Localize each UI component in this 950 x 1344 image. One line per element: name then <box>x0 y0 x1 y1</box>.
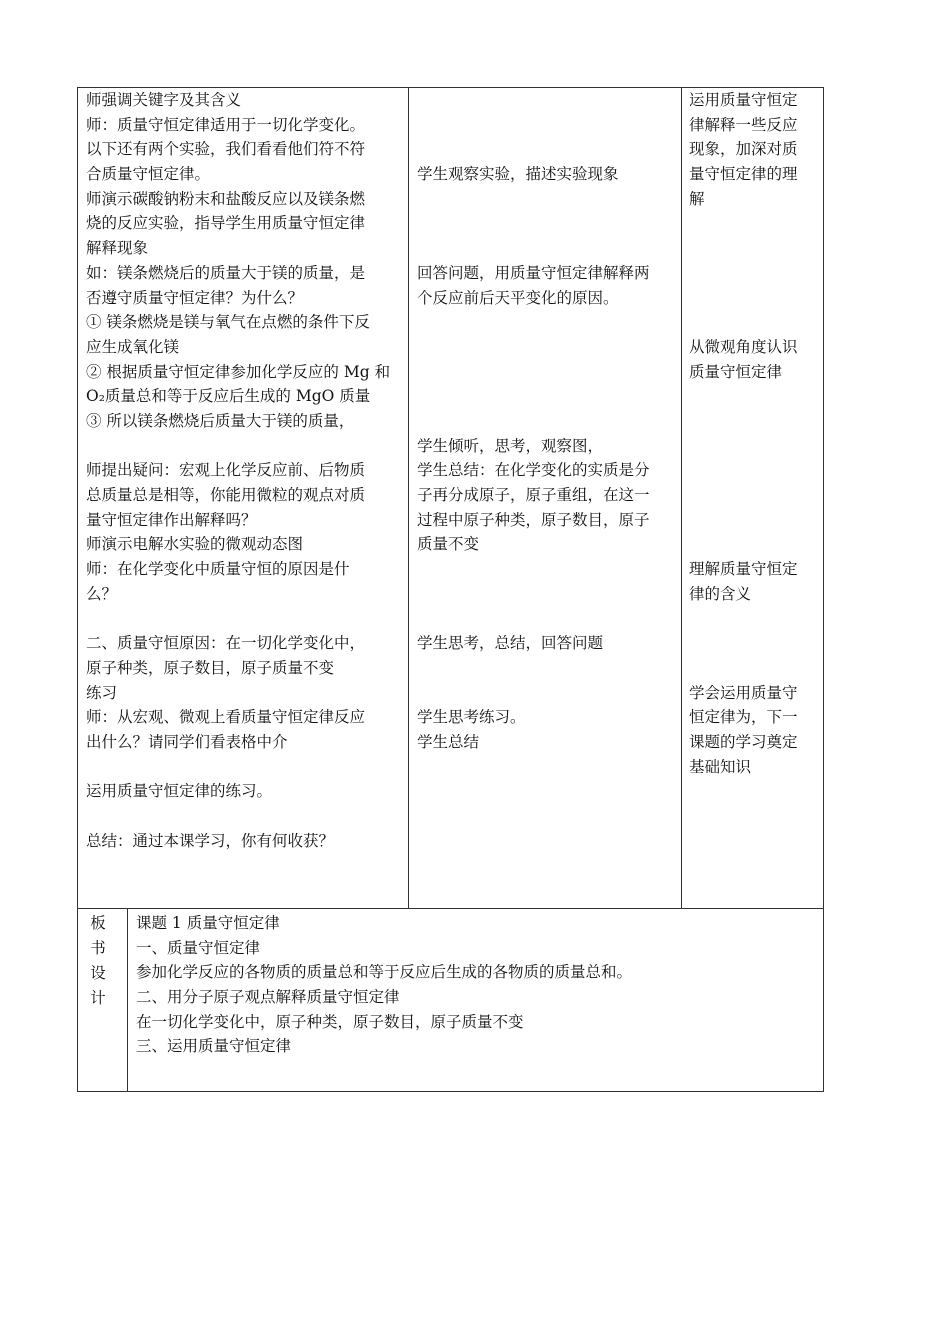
blank-line <box>417 236 675 261</box>
blank-line <box>689 606 819 631</box>
text-line: 么？ <box>86 584 118 603</box>
blank-line <box>417 681 675 706</box>
text-line: ③ 所以镁条燃烧后质量大于镁的质量， <box>86 411 355 430</box>
text-line: 二、质量守恒原因：在一切化学变化中， <box>86 634 366 653</box>
text-line: 量守恒定律的理 <box>689 165 798 184</box>
text-line: 律的含义 <box>689 584 752 603</box>
text-line: 运用质量守恒定 <box>689 91 798 109</box>
blank-line <box>417 582 675 607</box>
text-line: 基础知识 <box>689 757 752 776</box>
blank-line <box>86 606 404 631</box>
text-line: 师演示碳酸钠粉末和盐酸反应以及镁条燃 <box>86 189 366 208</box>
text-line: 运用质量守恒定律的练习。 <box>86 782 273 801</box>
text-line: 应生成氧化镁 <box>86 337 180 356</box>
board-label-char: 计 <box>90 989 106 1007</box>
blank-line <box>417 113 675 138</box>
lesson-table <box>77 87 824 909</box>
blank-line <box>689 409 819 434</box>
text-line: 个反应前后天平变化的原因。 <box>417 288 619 307</box>
text-line: 总质量总是相等，你能用微粒的观点对质 <box>86 486 366 504</box>
text-line: 否遵守质量守恒定律？为什么？ <box>86 288 304 307</box>
text-line: 量守恒定律作出解释吗？ <box>86 510 257 529</box>
text-line: 合质量守恒定律。 <box>86 165 211 184</box>
text-line: 学会运用质量守 <box>689 683 798 702</box>
blank-line <box>417 360 675 385</box>
blank-line <box>417 384 675 409</box>
board-line: 一、质量守恒定律 <box>136 938 261 957</box>
blank-line <box>417 335 675 360</box>
blank-line <box>86 434 404 459</box>
blank-line <box>689 384 819 409</box>
student-activity-column <box>417 88 675 755</box>
column-divider <box>127 909 128 1091</box>
text-line: ① 镁条燃烧是镁与氧气在点燃的条件下反 <box>86 313 370 332</box>
blank-line <box>86 804 404 829</box>
board-line: 参加化学反应的各物质的质量总和等于反应后生成的各物质的质量总和。 <box>136 963 633 982</box>
text-line: 课题的学习奠定 <box>689 732 798 751</box>
text-line: 以下还有两个实验，我们看看他们符不符 <box>86 140 366 159</box>
blank-line <box>689 434 819 459</box>
text-line: 师演示电解水实验的微观动态图 <box>86 535 304 554</box>
text-line: 学生思考，总结，回答问题 <box>417 634 604 653</box>
blank-line <box>417 187 675 212</box>
text-line: 原子种类，原子数目，原子质量不变 <box>86 658 335 677</box>
text-line: 师：从宏观、微观上看质量守恒定律反应 <box>86 708 366 727</box>
text-line: 烧的反应实验，指导学生用质量守恒定律 <box>86 214 366 233</box>
board-design-label <box>88 911 108 1011</box>
text-line: 师提出疑问：宏观上化学反应前、后物质 <box>86 461 366 480</box>
text-line: 学生倾听，思考，观察图， <box>417 436 604 455</box>
board-line: 三、运用质量守恒定律 <box>136 1037 292 1056</box>
blank-line <box>689 286 819 311</box>
text-line: 解 <box>689 189 705 208</box>
board-label-char: 设 <box>90 964 106 982</box>
blank-line <box>417 606 675 631</box>
text-line: 质量守恒定律 <box>689 362 783 381</box>
text-line: ② 根据质量守恒定律参加化学反应的 Mg 和 <box>86 362 391 381</box>
blank-line <box>417 656 675 681</box>
text-line: 学生总结：在化学变化的实质是分 <box>417 461 650 480</box>
board-design-table <box>77 908 824 1092</box>
text-line: 学生观察实验，描述实验现象 <box>417 165 619 184</box>
text-line: 理解质量守恒定 <box>689 560 798 579</box>
text-line: 学生总结 <box>417 732 480 751</box>
board-line: 二、用分子原子观点解释质量守恒定律 <box>136 988 400 1007</box>
text-line: 如：镁条燃烧后的质量大于镁的质量，是 <box>86 263 366 282</box>
blank-line <box>689 236 819 261</box>
text-line: 过程中原子种类，原子数目，原子 <box>417 510 650 529</box>
board-line: 在一切化学变化中，原子种类，原子数目，原子质量不变 <box>136 1012 524 1031</box>
text-line: 学生思考练习。 <box>417 708 526 727</box>
text-line: 师：在化学变化中质量守恒的原因是什 <box>86 560 350 579</box>
blank-line <box>689 631 819 656</box>
blank-line <box>417 88 675 113</box>
blank-line <box>689 483 819 508</box>
column-divider <box>408 88 409 908</box>
blank-line <box>689 261 819 286</box>
blank-line <box>417 557 675 582</box>
text-line: 质量不变 <box>417 535 480 554</box>
blank-line <box>689 458 819 483</box>
blank-line <box>417 211 675 236</box>
board-design-content <box>136 911 632 1059</box>
board-label-char: 书 <box>90 939 106 957</box>
blank-line <box>417 137 675 162</box>
text-line: 从微观角度认识 <box>689 337 798 356</box>
design-intent-column <box>689 88 819 779</box>
board-label-char: 板 <box>90 914 106 932</box>
text-line: 回答问题，用质量守恒定律解释两 <box>417 263 650 282</box>
column-divider <box>681 88 682 908</box>
text-line: 子再分成原子，原子重组，在这一 <box>417 486 650 504</box>
text-line: 律解释一些反应 <box>689 115 798 134</box>
board-line: 课题 1 质量守恒定律 <box>136 914 280 932</box>
blank-line <box>689 532 819 557</box>
blank-line <box>689 656 819 681</box>
blank-line <box>689 211 819 236</box>
text-line: 解释现象 <box>86 239 149 258</box>
text-line: 师强调关键字及其含义 <box>86 91 242 109</box>
text-line: 恒定律为，下一 <box>689 708 798 727</box>
blank-line <box>86 755 404 780</box>
text-line: 练习 <box>86 683 118 702</box>
text-line: 现象，加深对质 <box>689 140 798 159</box>
blank-line <box>417 310 675 335</box>
teacher-activity-column <box>86 88 404 853</box>
text-line: 师：质量守恒定律适用于一切化学变化。 <box>86 115 366 134</box>
blank-line <box>689 310 819 335</box>
text-line: O₂质量总和等于反应后生成的 MgO 质量 <box>86 387 371 406</box>
blank-line <box>417 409 675 434</box>
text-line: 总结：通过本课学习，你有何收获？ <box>86 831 335 850</box>
text-line: 出什么？请同学们看表格中介 <box>86 732 288 751</box>
blank-line <box>689 508 819 533</box>
